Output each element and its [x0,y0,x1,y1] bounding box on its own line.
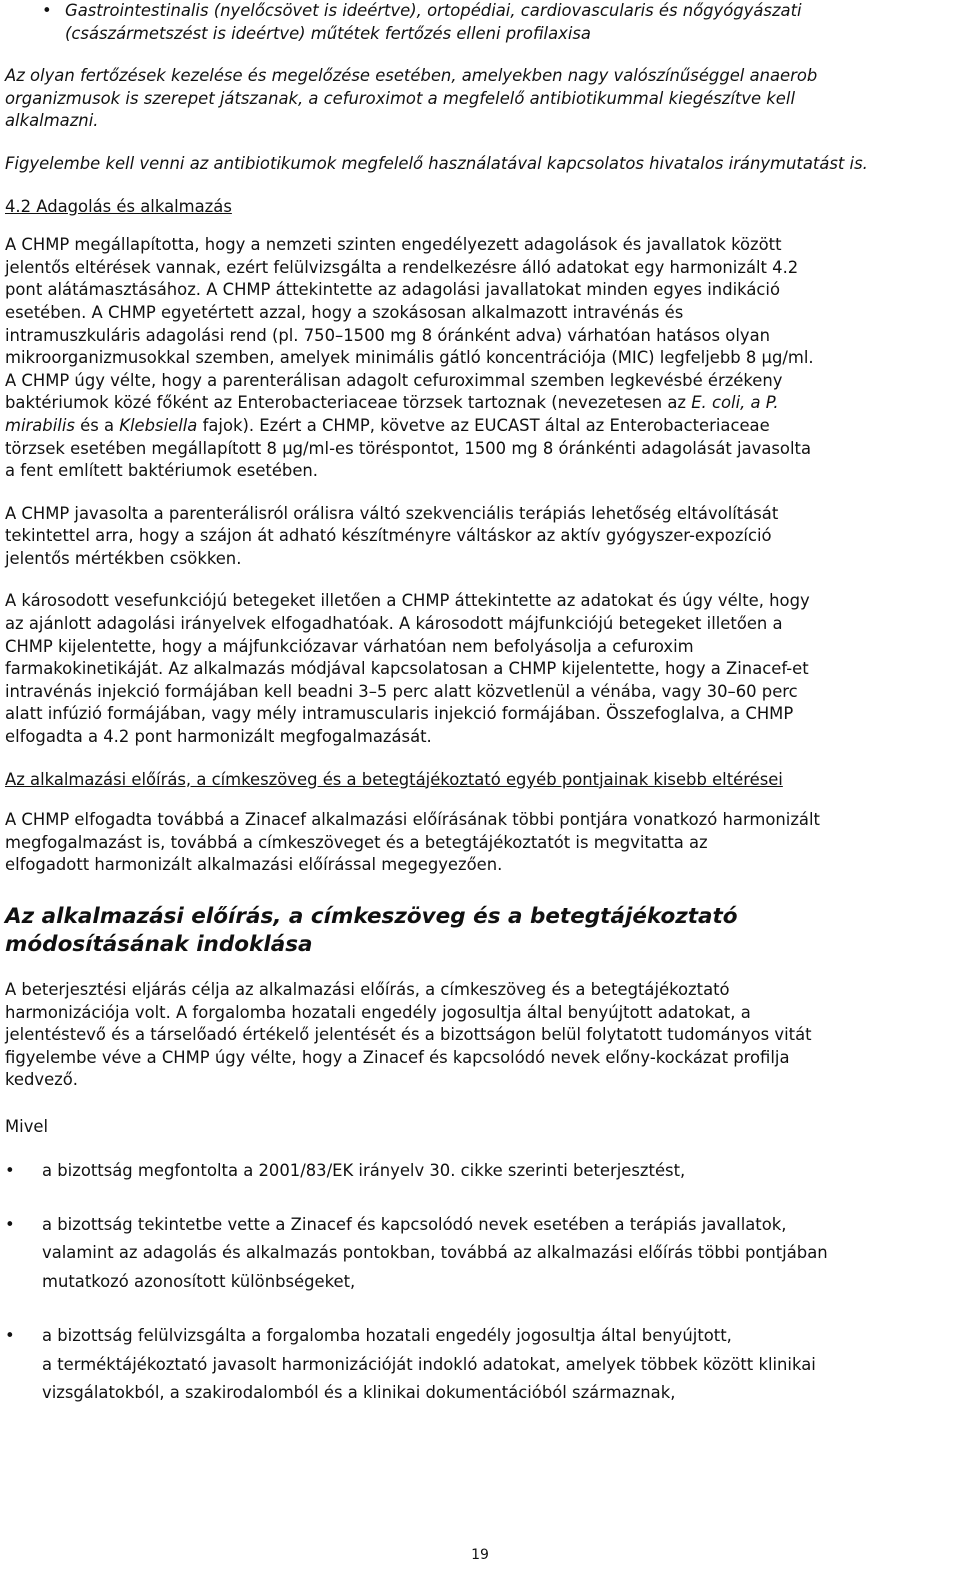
text-line: • Gastrointestinalis (nyelőcsövet is ideértve), ortopédiai, cardiovascularis és nőgyógyászati [65,1,802,20]
text-line: farmakokinetikáját. Az alkalmazás módjával kapcsolatosan a CHMP kijelentette, hogy a Zinacef-et [5,659,809,679]
text-line: A károsodott vesefunkciójú betegeket illetően a CHMP áttekintette az adatokat és úgy vélte, hogy [5,591,810,611]
text-line: figyelembe véve a CHMP úgy vélte, hogy a Zinacef és kapcsolódó nevek előny-kockázat profilja [5,1047,790,1067]
text-line: esetében. A CHMP egyetértett azzal, hogy a szokásosan alkalmazott intravénás és [5,302,684,322]
text-line: törzsek esetében megállapított 8 µg/ml-es töréspontot, 1500 mg 8 óránkénti adagolását javasolta [5,438,811,458]
text-line: mutatkozó azonosított különbségeket, [42,1271,356,1291]
text-line: jelentéstevő és a társelőadó értékelő jelentését és a bizottságon belül folytatott tudományos vitát [5,1025,812,1045]
text-line: valamint az adagolás és alkalmazás pontokban, továbbá az alkalmazási előírás többi pontjában [42,1243,828,1263]
text-span: és a [74,415,120,435]
text-line: alatt infúzió formájában, vagy mély intramuscularis injekció formájában. Összefoglalva, a CHMP [5,704,794,724]
text-line: elfogadott harmonizált alkalmazási előírással megegyezően. [5,855,503,875]
text-line: (császármetszést is ideértve) műtétek fertőzés elleni profilaxisa [65,23,591,43]
mivel-label [5,1116,953,1139]
text-line: A CHMP elfogadta továbbá a Zinacef alkalmazási előírásának többi pontjára vonatkozó harmonizált [5,810,820,830]
text-line: vizsgálatokból, a szakirodalomból és a klinikai dokumentációból származnak, [42,1383,676,1402]
text-line: A CHMP úgy vélte, hogy a parenterálisan adagolt cefuroximmal szemben legkevésbé érzékeny [5,370,783,390]
section-42-heading [5,196,953,219]
species-name: mirabilis [5,415,75,435]
heading-text: 4.2 Adagolás és alkalmazás [5,196,232,216]
page-body [5,0,953,1407]
paragraph-reason [5,979,953,1092]
text-line: a terméktájékoztató javasolt harmonizációját indokló adatokat, amelyek többek között klinikai [42,1354,816,1374]
text-line: • a bizottság felülvizsgálta a forgalomba hozatali engedély jogosultja által benyújtott, [42,1326,732,1346]
text-line [5,415,953,438]
text-line: A CHMP javasolta a parenterálisról orálisra váltó szekvenciális terápiás lehetőség eltávolítását [5,503,779,523]
paragraph-switch [5,503,953,571]
text-line: alkalmazni. [5,111,99,131]
text-line: Az olyan fertőzések kezelése és megelőzése esetében, amelyekben nagy valószínűséggel anaerob [5,66,818,86]
minor-differences-heading [5,769,953,792]
list-item [5,1211,953,1296]
text-span: Mivel [5,1116,49,1136]
heading-line: Az alkalmazási előírás, a címkeszöveg és a betegtájékoztató [5,904,738,929]
text-line: A beterjesztési eljárás célja az alkalmazási előírás, a címkeszöveg és a betegtájékoztató [5,980,730,999]
paragraph-renal [5,590,953,748]
text-line: harmonizációja volt. A forgalomba hozatali engedély jogosultja által benyújtott adatokat, a [5,1002,751,1022]
page-number: 19 [471,1547,489,1563]
text-line: intramuszkuláris adagolási rend (pl. 750–1500 mg 8 óránként adva) várhatóan hatásos olyan [5,325,771,345]
text-line: • a bizottság megfontolta a 2001/83/EK irányelv 30. cikke szerinti beterjesztést, [42,1160,686,1180]
text-line: CHMP kijelentette, hogy a májfunkciózavar várhatóan nem befolyásolja a cefuroxim [5,636,694,656]
text-line: megfogalmazást is, továbbá a címkeszöveget és a betegtájékoztatót is megvitatta az [5,832,708,852]
text-line: kedvező. [5,1070,79,1090]
text-line: tekintettel arra, hogy a szájon át adható készítményre váltáskor az aktív gyógyszer-expozíció [5,526,772,546]
list-item [5,1157,953,1185]
text-line: jelentős eltérések vannak, ezért felülvizsgálta a rendelkezésre álló adatokat egy harmonizált 4.2 [5,257,799,277]
species-name: E. coli, a P. [691,393,779,413]
text-line: a fent említett baktériumok esetében. [5,461,318,481]
species-name: Klebsiella [119,415,198,435]
italic-paragraph [5,153,953,176]
text-line: intravénás injekció formájában kell beadni 3–5 perc alatt közvetlenül a vénába, vagy 30–60 perc [5,681,798,701]
heading-line: módosításának indoklása [5,932,313,957]
text-line: elfogadta a 4.2 pont harmonizált megfogalmazását. [5,727,432,747]
text-line: az ajánlott adagolási irányelvek elfogadhatóak. A károsodott májfunkciójú betegeket illetően a [5,614,783,634]
text-line: pont alátámasztásához. A CHMP áttekintette az adagolási javallatokat minden egyes indikáció [5,280,780,300]
text-line: mikroorganizmusokkal szemben, amelyek minimális gátló koncentrációja (MIC) legfeljebb 8 µg/ml. [5,348,814,368]
text-line: Figyelembe kell venni az antibiotikumok megfelelő használatával kapcsolatos hivatalos iránymutatást is. [5,153,868,173]
text-span: baktériumok közé főként az Enterobacteriaceae törzsek tartoznak (nevezetesen az [5,393,692,413]
text-line: organizmusok is szerepet játszanak, a cefuroximot a megfelelő antibiotikummal kiegészítve kell [5,88,795,108]
text-line: • a bizottság tekintetbe vette a Zinacef és kapcsolódó nevek esetében a terápiás javallatok, [42,1214,787,1234]
section-heading [5,903,953,959]
italic-paragraph [5,65,953,133]
indication-bullet [5,0,953,45]
text-line: A CHMP megállapította, hogy a nemzeti szinten engedélyezett adagolások és javallatok között [5,235,782,255]
paragraph-minor [5,809,953,877]
paragraph-dosage [5,234,953,483]
text-line: jelentős mértékben csökken. [5,548,242,568]
heading-text: Az alkalmazási előírás, a címkeszöveg és a betegtájékoztató egyéb pontjainak kisebb eltérései [5,769,783,789]
text-line [5,392,953,415]
text-span: fajok). Ezért a CHMP, követve az EUCAST által az Enterobacteriaceae [197,415,770,435]
list-item [5,1322,953,1407]
